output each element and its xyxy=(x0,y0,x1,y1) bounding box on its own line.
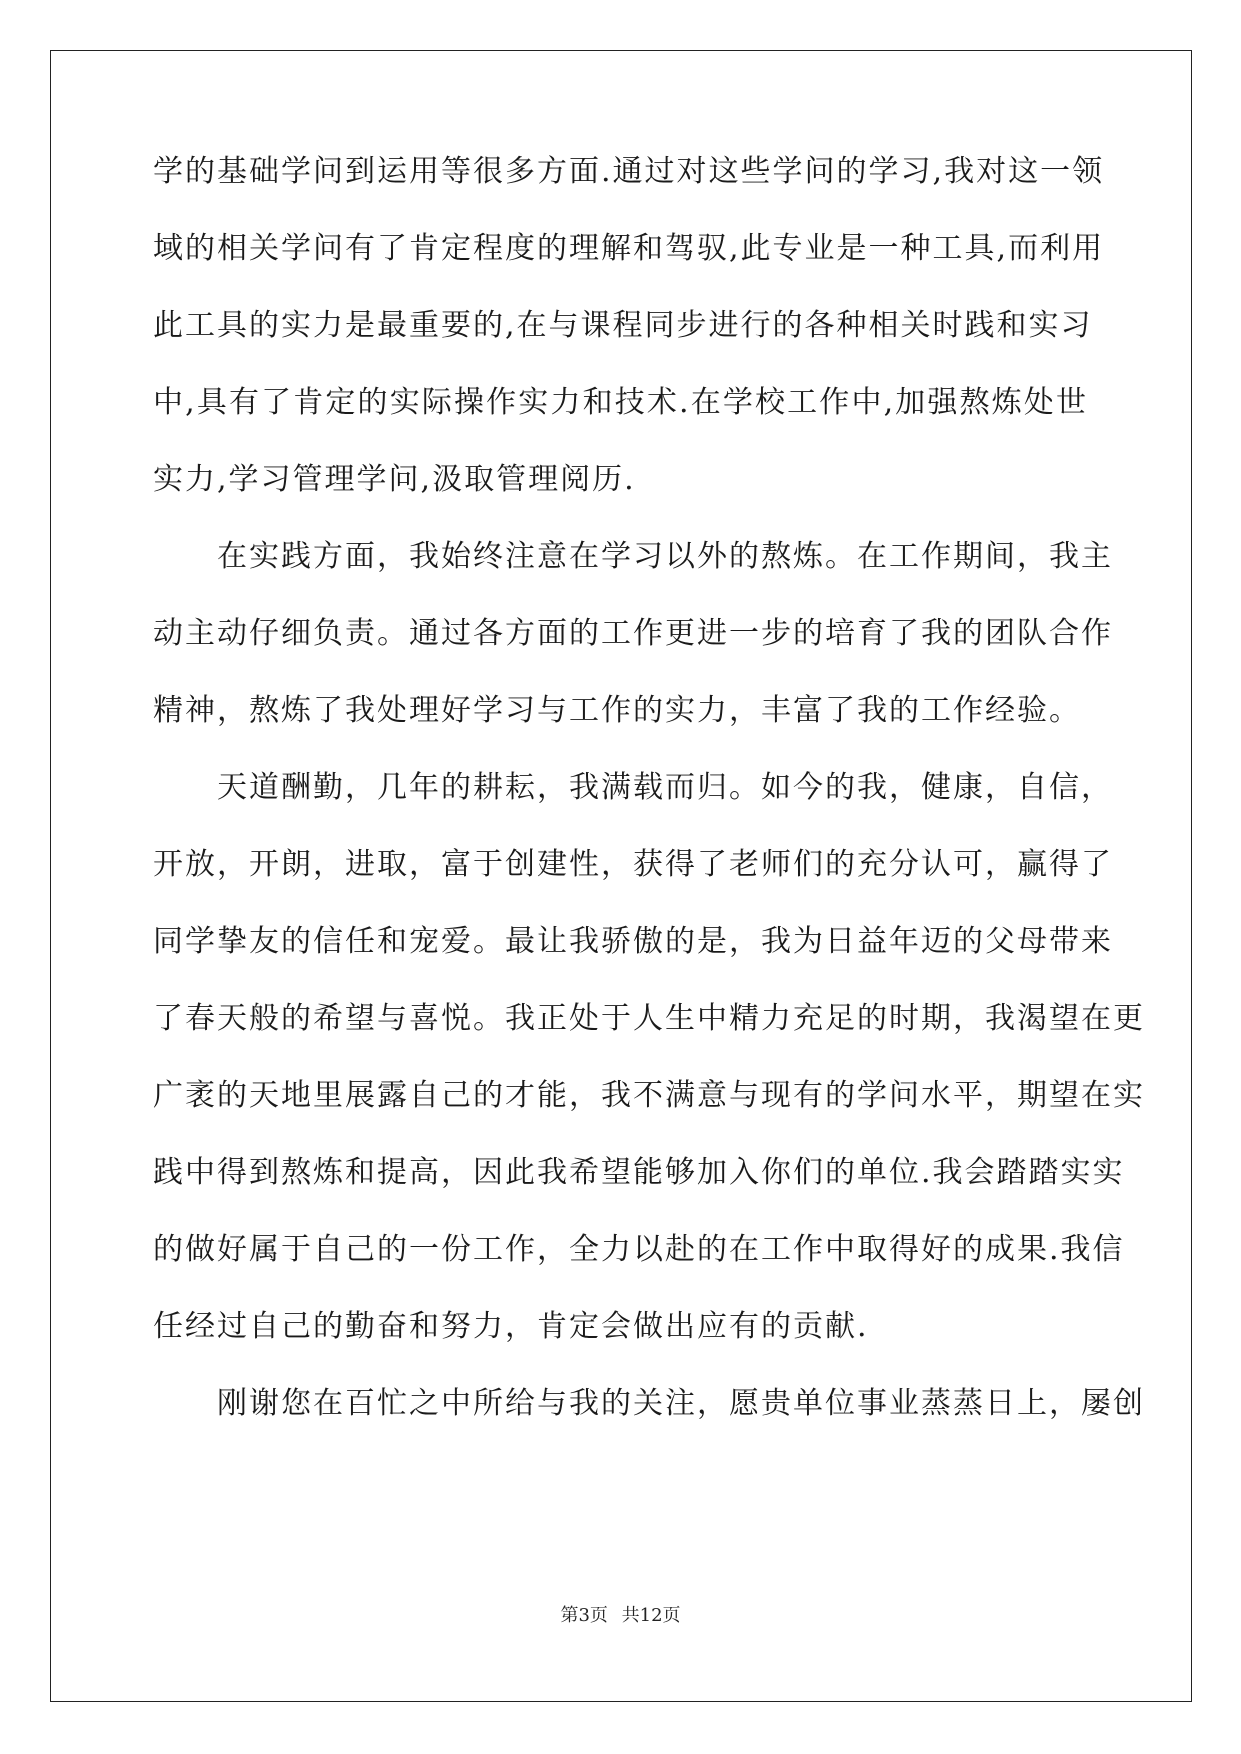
text-line: 任经过自己的勤奋和努力，肯定会做出应有的贡献. xyxy=(153,1309,869,1344)
text-line: 开放，开朗，进取，富于创建性，获得了老师们的充分认可，赢得了 xyxy=(153,847,1113,882)
text-line: 实力,学习管理学问,汲取管理阅历. xyxy=(153,462,636,497)
text-line: 广袤的天地里展露自己的才能，我不满意与现有的学问水平，期望在实 xyxy=(153,1078,1145,1113)
text-line: 同学挚友的信任和宠爱。最让我骄傲的是，我为日益年迈的父母带来 xyxy=(153,924,1113,959)
text-line: 了春天般的希望与喜悦。我正处于人生中精力充足的时期，我渴望在更 xyxy=(153,1001,1145,1036)
page-total: 共12页 xyxy=(621,1605,681,1626)
text-line: 此工具的实力是最重要的,在与课程同步进行的各种相关时践和实习 xyxy=(153,308,1093,343)
text-line: 学的基础学问到运用等很多方面.通过对这些学问的学习,我对这一领 xyxy=(153,154,1105,189)
text-line: 中,具有了肯定的实际操作实力和技术.在学校工作中,加强熬炼处世 xyxy=(153,385,1088,420)
text-line: 动主动仔细负责。通过各方面的工作更进一步的培育了我的团队合作 xyxy=(153,616,1113,651)
text-line: 刚谢您在百忙之中所给与我的关注，愿贵单位事业蒸蒸日上，屡创 xyxy=(153,1386,1145,1421)
text-line: 天道酬勤，几年的耕耘，我满载而归。如今的我，健康，自信， xyxy=(153,770,1113,805)
text-line: 域的相关学问有了肯定程度的理解和驾驭,此专业是一种工具,而利用 xyxy=(153,231,1105,266)
text-line: 精神，熬炼了我处理好学习与工作的实力，丰富了我的工作经验。 xyxy=(153,693,1081,728)
text-line: 的做好属于自己的一份工作，全力以赴的在工作中取得好的成果.我信 xyxy=(153,1232,1125,1267)
text-line: 在实践方面，我始终注意在学习以外的熬炼。在工作期间，我主 xyxy=(153,539,1113,574)
page-number: 第3页 xyxy=(560,1605,608,1626)
text-line: 践中得到熬炼和提高，因此我希望能够加入你们的单位.我会踏踏实实 xyxy=(153,1155,1125,1190)
page-footer xyxy=(0,1604,1241,1628)
